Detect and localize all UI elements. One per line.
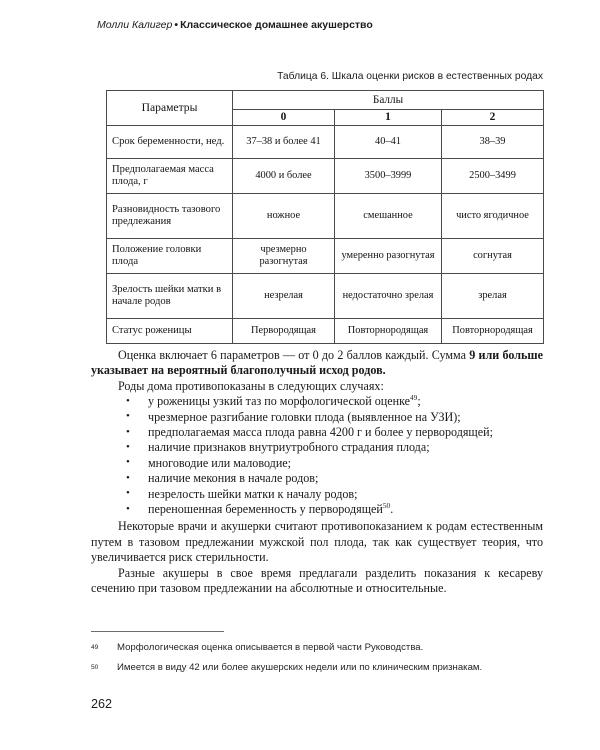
list-item-tail: . bbox=[390, 502, 394, 517]
row-param: Срок беременности, нед. bbox=[107, 125, 233, 158]
footnote-number: 49 bbox=[91, 644, 99, 651]
header-scores: Баллы bbox=[233, 91, 544, 110]
table-row bbox=[107, 238, 544, 273]
body-text bbox=[91, 348, 543, 597]
row-value-2: 38–39 bbox=[442, 125, 544, 158]
list-intro: Роды дома противопоказаны в следующих случаях: bbox=[118, 378, 384, 393]
contraindications-list bbox=[91, 394, 543, 517]
paragraph-indications: Разные акушеры в свое время предлагали разделить показания к кесареву сечению при тазовом предлежании на абсолютные и относительные. bbox=[91, 565, 543, 596]
list-item bbox=[91, 487, 543, 502]
row-value-0: 4000 и более bbox=[233, 158, 335, 193]
row-value-2: Повторнородящая bbox=[442, 318, 544, 343]
footnote-ref-50[interactable]: 50 bbox=[382, 501, 391, 511]
list-item-text: наличие признаков внутриутробного страдания плода; bbox=[148, 440, 430, 455]
list-item-text: незрелость шейки матки к началу родов; bbox=[148, 486, 358, 501]
list-item-text: многоводие или маловодие; bbox=[148, 455, 292, 470]
row-value-0: Первородящая bbox=[233, 318, 335, 343]
paragraph-lead bbox=[91, 348, 543, 379]
list-item bbox=[91, 425, 543, 440]
row-value-1: 40–41 bbox=[335, 125, 442, 158]
list-item bbox=[91, 410, 543, 425]
footnote-separator-rule bbox=[91, 631, 224, 632]
list-item bbox=[91, 502, 543, 517]
list-item-text: переношенная беременность у первородящей bbox=[148, 502, 383, 517]
row-value-1: 3500–3999 bbox=[335, 158, 442, 193]
footnote-item bbox=[91, 641, 543, 654]
row-param: Предполагаемая масса плода, г bbox=[107, 158, 233, 193]
table-header bbox=[107, 91, 544, 126]
table-row bbox=[107, 125, 544, 158]
row-value-0: 37–38 и более 41 bbox=[233, 125, 335, 158]
table-row bbox=[107, 158, 544, 193]
row-value-0: ножное bbox=[233, 193, 335, 238]
list-item bbox=[91, 471, 543, 486]
list-item bbox=[91, 456, 543, 471]
row-value-1: Повторнородящая bbox=[335, 318, 442, 343]
list-item-text: у роженицы узкий таз по морфологической оценке bbox=[148, 394, 411, 409]
running-head-separator: • bbox=[174, 19, 179, 31]
running-head-author: Молли Калигер bbox=[97, 19, 173, 31]
row-value-1: смешанное bbox=[335, 193, 442, 238]
footnote-ref-49[interactable]: 49 bbox=[410, 393, 418, 403]
footnotes-area bbox=[91, 631, 543, 681]
footnote-text: Морфологическая оценка описывается в первой части Руководства. bbox=[117, 642, 424, 653]
header-score-2: 2 bbox=[442, 110, 544, 125]
row-value-0: незрелая bbox=[233, 273, 335, 318]
list-item-text: предполагаемая масса плода равна 4200 г и более у первородящей; bbox=[148, 425, 493, 440]
list-item-text: наличие мекония в начале родов; bbox=[148, 471, 319, 486]
list-item-tail: ; bbox=[417, 394, 421, 409]
row-value-1: недостаточно зрелая bbox=[335, 273, 442, 318]
paragraph-lead-bold: 9 или больше указывает на вероятный благополучный исход родов. bbox=[91, 348, 543, 378]
page-number: 262 bbox=[91, 697, 113, 711]
row-param: Положение головки плода bbox=[107, 238, 233, 273]
header-score-1: 1 bbox=[335, 110, 442, 125]
list-item bbox=[91, 394, 543, 409]
running-head-title: Классическое домашнее акушерство bbox=[180, 19, 373, 31]
footnote-item bbox=[91, 661, 543, 674]
header-parameters: Параметры bbox=[107, 91, 233, 126]
row-value-2: чисто ягодичное bbox=[442, 193, 544, 238]
row-param: Статус роженицы bbox=[107, 318, 233, 343]
table-body bbox=[107, 125, 544, 343]
table-row bbox=[107, 273, 544, 318]
list-item bbox=[91, 440, 543, 455]
row-value-2: 2500–3499 bbox=[442, 158, 544, 193]
row-value-2: согнутая bbox=[442, 238, 544, 273]
footnote-number: 50 bbox=[91, 664, 99, 671]
row-value-0: чрезмерно разогнутая bbox=[233, 238, 335, 273]
list-item-text: чрезмерное разгибание головки плода (выявленное на УЗИ); bbox=[148, 409, 461, 424]
risk-score-table bbox=[106, 90, 544, 344]
row-value-2: зрелая bbox=[442, 273, 544, 318]
table-row bbox=[107, 318, 544, 343]
row-value-1: умеренно разогнутая bbox=[335, 238, 442, 273]
table-row bbox=[107, 193, 544, 238]
table-header-row-1 bbox=[107, 91, 544, 110]
running-head bbox=[97, 18, 547, 32]
row-param: Разновидность тазового предлежания bbox=[107, 193, 233, 238]
footnote-text: Имеется в виду 42 или более акушерских недели или по клиническим признакам. bbox=[117, 662, 483, 673]
row-param: Зрелость шейки матки в начале родов bbox=[107, 273, 233, 318]
header-score-0: 0 bbox=[233, 110, 335, 125]
paragraph-male-fetus: Некоторые врачи и акушерки считают противопоказанием к родам естественным путем в тазовом предлежании мужской пол плода, так как существует теория, что увеличивается риск стерильности. bbox=[91, 519, 543, 565]
paragraph-lead-regular: Оценка включает 6 параметров — от 0 до 2 баллов каждый. Сумма bbox=[118, 348, 470, 362]
table-caption: Таблица 6. Шкала оценки рисков в естественных родах bbox=[277, 71, 543, 82]
